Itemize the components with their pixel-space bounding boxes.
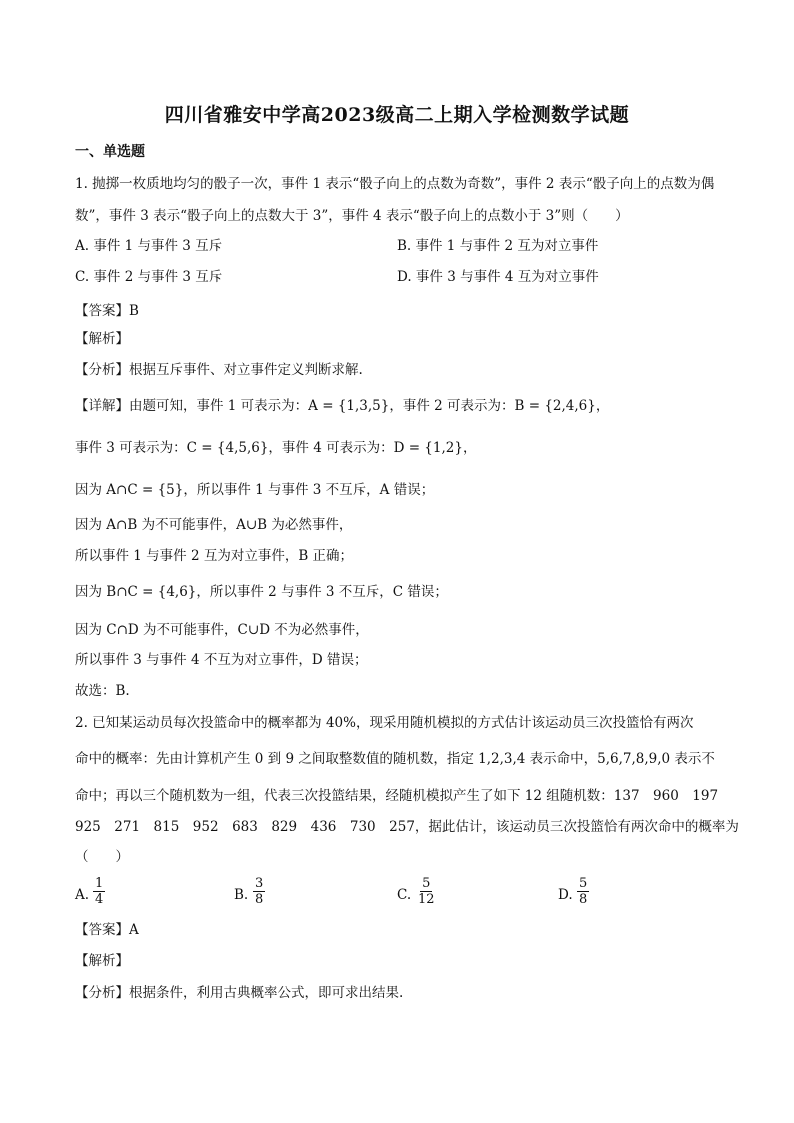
fraction-denominator: 4 [95,892,104,907]
q2-analysis-heading: 【解析】 [75,953,129,969]
q2-stem-line: 命中；再以三个随机数为一组，代表三次投篮结果，经随机模拟产生了如下 12 组随机数：137 960 197 [75,788,719,804]
q1-detail-line: 所以事件 1 与事件 2 互为对立事件，B 正确； [75,548,354,564]
fraction-denominator: 8 [579,892,588,907]
q2-answer: 【答案】A [75,922,139,938]
fraction-numerator: 5 [579,876,588,891]
fraction-denominator: 12 [418,892,435,907]
q1-analysis-heading: 【解析】 [75,331,129,347]
q2-stem-line: 命中的概率：先由计算机产生 0 到 9 之间取整数值的随机数，指定 1,2,3,4 表示命中，5,6,7,8,9,0 表示不 [75,751,715,767]
q2-option-b-fraction [253,876,265,907]
q2-option-a-fraction [93,876,105,907]
q1-detail-line: 因为 C∩D 为不可能事件，C∪D 不为必然事件， [75,622,369,638]
q1-analysis-summary: 【分析】根据互斥事件、对立事件定义判断求解. [75,362,363,378]
q1-detail-line: 因为 A∩B 为不可能事件，A∪B 为必然事件， [75,517,353,533]
q2-stem-line: 2. 已知某运动员每次投篮命中的概率都为 40%，现采用随机模拟的方式估计该运动员三次投篮恰有两次 [75,715,694,731]
q2-option-b-label: B. [234,887,249,903]
fraction-numerator: 1 [95,876,104,891]
fraction-denominator: 8 [255,892,264,907]
q2-option-a-label: A. [75,887,90,903]
section-heading: 一、单选题 [75,144,145,160]
q1-detail-line: 【详解】由题可知，事件 1 可表示为：A = {1,3,5}，事件 2 可表示为：B = {2,4,6}， [75,398,610,414]
q1-detail-line: 故选：B. [75,683,130,699]
q1-option-d: D. 事件 3 与事件 4 互为对立事件 [397,269,599,285]
q1-option-c: C. 事件 2 与事件 3 互斥 [75,269,223,285]
q1-stem-line-1: 1. 抛掷一枚质地均匀的骰子一次，事件 1 表示“骰子向上的点数为奇数”，事件 2 表示“骰子向上的点数为偶 [75,176,715,192]
fraction-numerator: 3 [255,876,264,891]
q2-stem-line: 925 271 815 952 683 829 436 730 257，据此估计，该运动员三次投篮恰有两次命中的概率为 [75,819,739,835]
q1-detail-line: 事件 3 可表示为：C = {4,5,6}，事件 4 可表示为：D = {1,2}， [75,440,477,456]
q1-detail-line: 因为 B∩C = {4,6}，所以事件 2 与事件 3 不互斥，C 错误； [75,584,448,600]
q2-analysis-summary: 【分析】根据条件，利用古典概率公式，即可求出结果. [75,985,404,1001]
q2-option-d-fraction [577,876,589,907]
q1-stem-line-2: 数”，事件 3 表示“骰子向上的点数大于 3”，事件 4 表示“骰子向上的点数小于 3”则（ ） [75,208,629,224]
q1-option-b: B. 事件 1 与事件 2 互为对立事件 [397,238,599,254]
q2-option-c-fraction [416,876,437,907]
fraction-numerator: 5 [422,876,431,891]
q2-option-d-label: D. [558,887,573,903]
q1-detail-line: 因为 A∩C = {5}，所以事件 1 与事件 3 不互斥，A 错误； [75,482,435,498]
page-title: 四川省雅安中学高2023级高二上期入学检测数学试题 [164,104,630,126]
q2-stem-line: （ ） [75,849,129,865]
q1-detail-line: 所以事件 3 与事件 4 不互为对立事件，D 错误； [75,652,368,668]
q2-option-c-label: C. [397,887,412,903]
q1-option-a: A. 事件 1 与事件 3 互斥 [75,238,223,254]
q1-answer: 【答案】B [75,303,139,319]
